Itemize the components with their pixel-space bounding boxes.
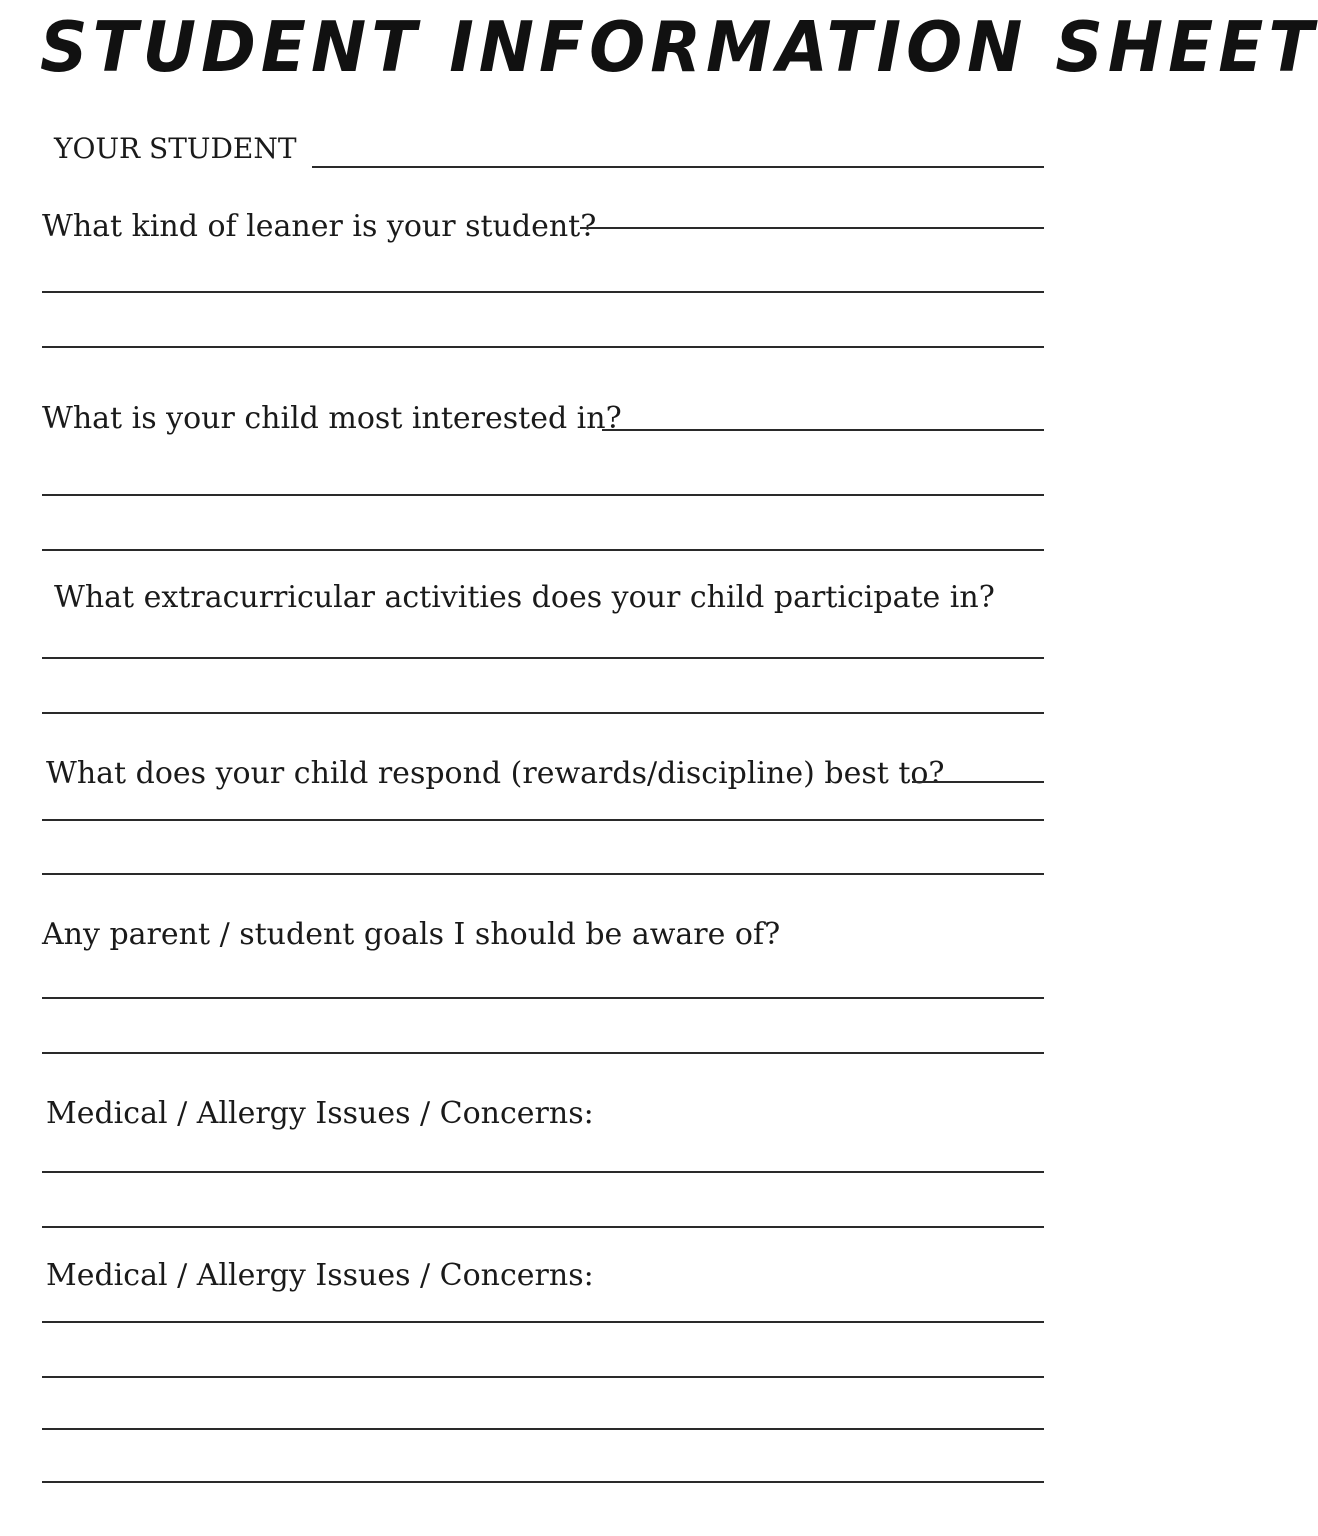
answer-line[interactable] bbox=[42, 549, 1044, 551]
page-title: STUDENT INFORMATION SHEET bbox=[40, 7, 1318, 88]
answer-line-learner-inline[interactable] bbox=[580, 227, 1044, 229]
student-name-label: YOUR STUDENT bbox=[54, 132, 297, 165]
answer-line[interactable] bbox=[42, 1226, 1044, 1228]
answer-line[interactable] bbox=[42, 819, 1044, 821]
answer-line[interactable] bbox=[42, 1321, 1044, 1323]
question-medical-1: Medical / Allergy Issues / Concerns: bbox=[46, 1096, 594, 1131]
answer-line-interest-inline[interactable] bbox=[602, 429, 1044, 431]
answer-line[interactable] bbox=[42, 346, 1044, 348]
answer-line[interactable] bbox=[42, 657, 1044, 659]
answer-line[interactable] bbox=[42, 494, 1044, 496]
answer-line[interactable] bbox=[42, 1171, 1044, 1173]
answer-line[interactable] bbox=[42, 873, 1044, 875]
answer-line[interactable] bbox=[42, 1376, 1044, 1378]
question-extracurricular: What extracurricular activities does your child participate in? bbox=[54, 580, 995, 615]
student-name-line[interactable] bbox=[312, 166, 1044, 168]
answer-line[interactable] bbox=[42, 997, 1044, 999]
question-respond: What does your child respond (rewards/discipline) best to? bbox=[46, 756, 945, 791]
answer-line[interactable] bbox=[42, 1428, 1044, 1430]
question-interest: What is your child most interested in? bbox=[42, 401, 622, 436]
question-learner: What kind of leaner is your student? bbox=[42, 209, 597, 244]
question-medical-2: Medical / Allergy Issues / Concerns: bbox=[46, 1258, 594, 1293]
answer-line[interactable] bbox=[42, 1052, 1044, 1054]
answer-line-respond-inline[interactable] bbox=[912, 781, 1044, 783]
answer-line[interactable] bbox=[42, 1481, 1044, 1483]
answer-line[interactable] bbox=[42, 291, 1044, 293]
answer-line[interactable] bbox=[42, 712, 1044, 714]
question-goals: Any parent / student goals I should be aware of? bbox=[42, 917, 781, 952]
